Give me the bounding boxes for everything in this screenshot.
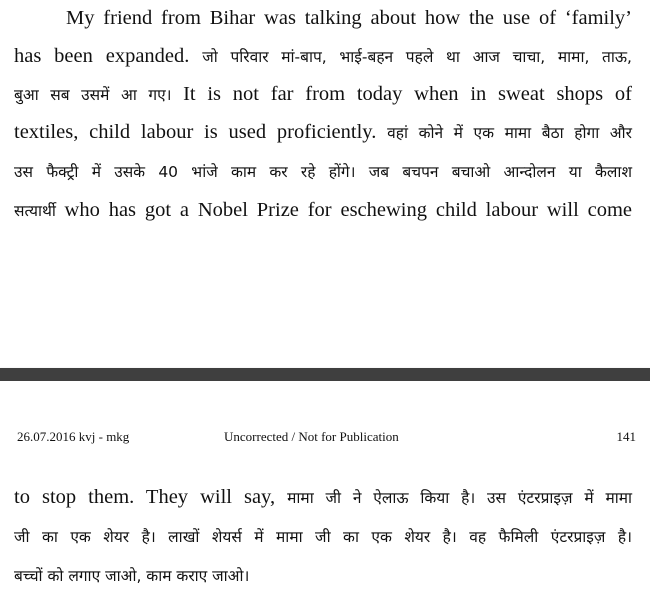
english-text: who has got a Nobel Prize for eschewing child labour will come [64,199,633,221]
english-text: textiles, child labour is used proficiently. [14,121,388,143]
paragraph-line-4 [14,120,632,145]
continuation-line-1 [14,485,632,510]
continuation-line-3 [14,563,632,588]
footer-publication-note: Uncorrected / Not for Publication [224,429,399,444]
english-text: has been expanded. [14,45,203,67]
english-text: My friend from Bihar was talking about how the use of ‘family’ [66,7,632,29]
paragraph-line-2 [14,44,632,69]
hindi-text: मामा जी ने ऐलाऊ किया है। उस एंटरप्राइज़ में मामा [287,489,633,507]
continuation-line-2 [14,524,632,549]
hindi-text: सत्यार्थी [14,202,65,220]
english-text: to stop them. They will say, [14,486,288,508]
hindi-text: बुआ सब उसमें आ गए। [14,86,184,104]
english-text: It is not far from today when in sweat shops of [183,83,632,105]
paragraph-line-1 [66,6,632,30]
page-divider [0,368,650,381]
paragraph-line-3 [14,82,632,107]
paragraph-line-5 [14,159,632,184]
hindi-text: बच्चों को लगाए जाओ, काम कराए जाओ। [14,567,250,585]
footer-page-number: 141 [616,429,636,444]
hindi-text: वहां कोने में एक मामा बैठा होगा और [387,124,632,142]
paragraph-line-6 [14,198,632,223]
footer-date-code: 26.07.2016 kvj - mkg [17,429,130,444]
hindi-text: उस फैक्ट्री में उसके 40 भांजे काम कर रहे होंगे। जब बचपन बचाओ आन्दोलन या कैलाश [14,163,632,181]
hindi-text: जो परिवार मां-बाप, भाई-बहन पहले था आज चाचा, मामा, ताऊ, [202,48,632,66]
hindi-text: जी का एक शेयर है। लाखों शेयर्स में मामा जी का एक शेयर है। वह फैमिली एंटरप्राइज़ है। [14,528,632,546]
